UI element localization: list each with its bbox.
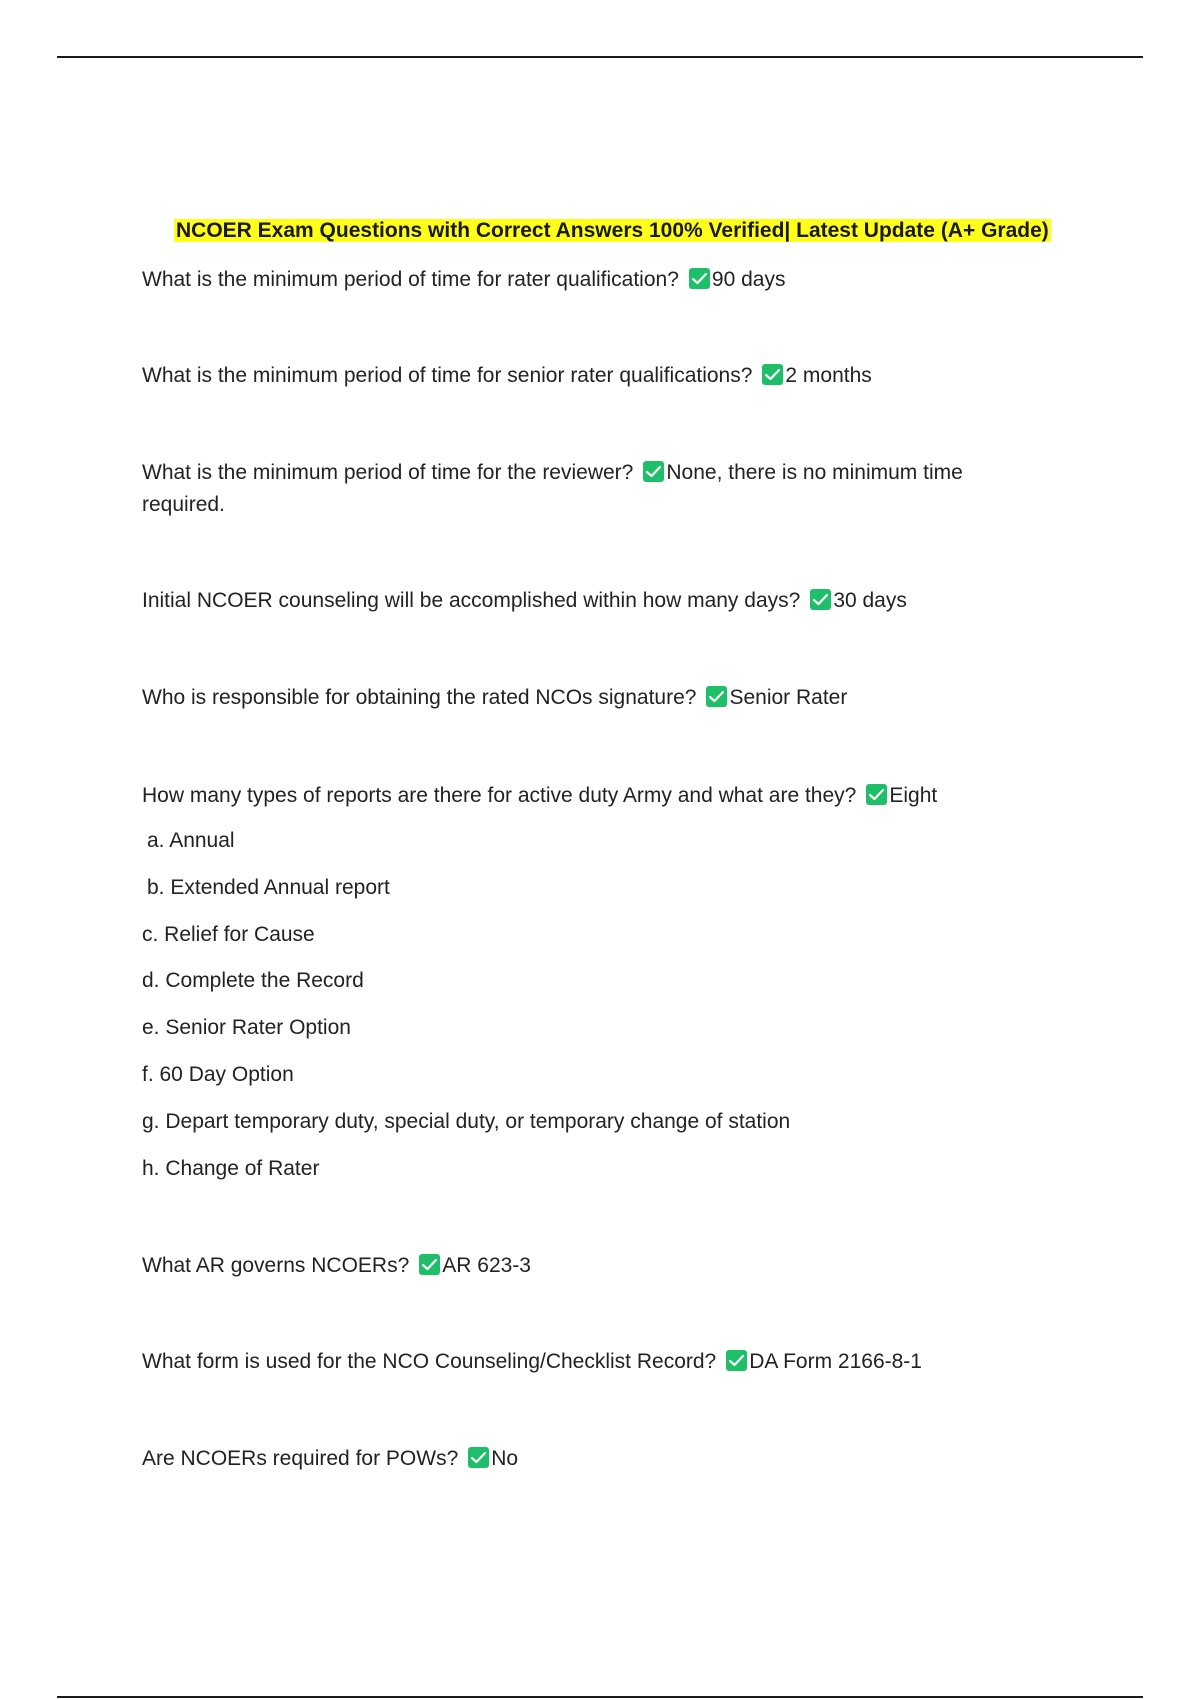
question-text: What form is used for the NCO Counseling/Checklist Record? (142, 1350, 717, 1373)
answer-text: 90 days (711, 268, 786, 291)
qa-item (142, 1346, 1042, 1378)
list-item: h. Change of Rater (142, 1157, 320, 1180)
qa-item (142, 1250, 1042, 1282)
question-text: What is the minimum period of time for the reviewer? (142, 461, 634, 484)
green-check-icon (762, 364, 783, 385)
answer-text: DA Form 2166-8-1 (749, 1350, 922, 1373)
qa-item (142, 1443, 1042, 1475)
qa-item (142, 360, 1042, 392)
list-item: a. Annual (147, 829, 235, 852)
list-item: d. Complete the Record (142, 969, 364, 992)
list-item: e. Senior Rater Option (142, 1016, 351, 1039)
list-item: f. 60 Day Option (142, 1063, 294, 1086)
title-block (174, 216, 1051, 246)
top-rule (57, 56, 1143, 58)
qa-item (142, 682, 1042, 714)
answer-text: 30 days (833, 589, 907, 612)
question-text: How many types of reports are there for active duty Army and what are they? (142, 784, 857, 807)
answer-text: AR 623-3 (442, 1254, 531, 1277)
qa-item (142, 780, 1042, 812)
question-text: What AR governs NCOERs? (142, 1254, 410, 1277)
green-check-icon (419, 1254, 440, 1275)
question-text: What is the minimum period of time for senior rater qualifications? (142, 364, 753, 387)
qa-item (142, 457, 1032, 521)
question-text: Initial NCOER counseling will be accomplished within how many days? (142, 589, 801, 612)
list-item: c. Relief for Cause (142, 923, 315, 946)
list-item: b. Extended Annual report (147, 876, 390, 899)
green-check-icon (643, 461, 664, 482)
answer-text: 2 months (785, 364, 872, 387)
bottom-rule (57, 1696, 1143, 1698)
question-text: Are NCOERs required for POWs? (142, 1447, 459, 1470)
list-item: g. Depart temporary duty, special duty, or temporary change of station (142, 1110, 791, 1133)
document-title: NCOER Exam Questions with Correct Answers 100% Verified| Latest Update (A+ Grade) (176, 219, 1049, 242)
answer-text: None, there is no minimum time required. (142, 461, 963, 516)
green-check-icon (810, 589, 831, 610)
green-check-icon (689, 268, 710, 289)
green-check-icon (706, 686, 727, 707)
answer-text: No (491, 1447, 519, 1470)
answer-text: Eight (889, 784, 938, 807)
green-check-icon (726, 1350, 747, 1371)
green-check-icon (866, 784, 887, 805)
qa-item (142, 585, 1042, 617)
question-text: What is the minimum period of time for rater qualification? (142, 268, 679, 291)
answer-text: Senior Rater (729, 686, 848, 709)
question-text: Who is responsible for obtaining the rated NCOs signature? (142, 686, 697, 709)
green-check-icon (468, 1447, 489, 1468)
qa-item (142, 264, 1042, 296)
